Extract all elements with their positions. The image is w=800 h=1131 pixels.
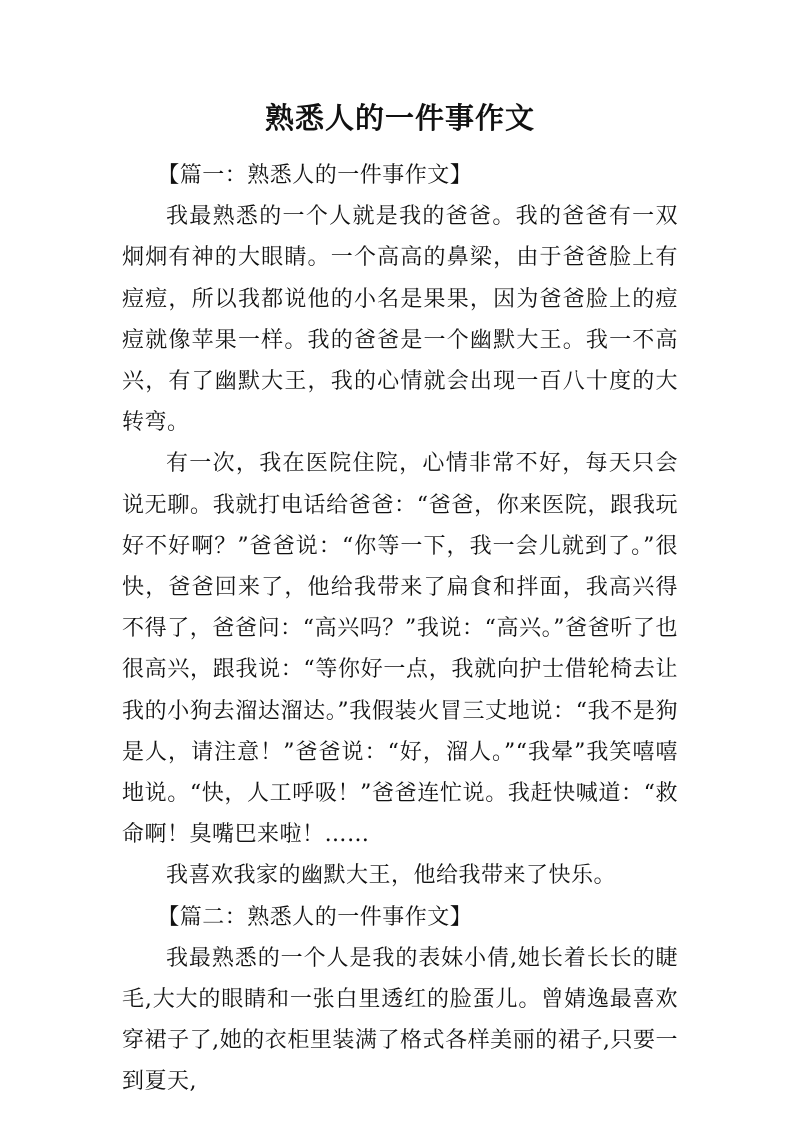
document-body xyxy=(122,155,678,1103)
page-title: 熟悉人的一件事作文 xyxy=(264,101,535,135)
paragraph-1-3: 我喜欢我家的幽默大王，他给我带来了快乐。 xyxy=(166,863,617,889)
section-heading-2: 【篇二：熟悉人的一件事作文】 xyxy=(157,904,473,930)
section-heading-1: 【篇一：熟悉人的一件事作文】 xyxy=(157,163,473,188)
paragraph-1-2: 有一次，我在医院住院，心情非常不好，每天只会说无聊。我就打电话给爸爸：“爸爸，你来医院，跟我玩好不好啊？”爸爸说：“你等一下，我一会儿就到了。”很快，爸爸回来了，他给我带来了扁食和拌面，我高兴得不得了，爸爸问：“高兴吗？”我说：“高兴。”爸爸听了也很高兴，跟我说：“等你好一点，我就向护士借轮椅去让我的小狗去溜达溜达。”我假装火冒三丈地说：“我不是狗是人，请注意！”爸爸说：“好，溜人。”“我晕”我笑嘻嘻地说。“快，人工呼吸！”爸爸连忙说。我赶快喊道：“救命啊！臭嘴巴来啦！…… xyxy=(122,451,678,848)
paragraph-1-1: 我最熟悉的一个人就是我的爸爸。我的爸爸有一双炯炯有神的大眼睛。一个高高的鼻梁，由于爸爸脸上有痘痘，所以我都说他的小名是果果，因为爸爸脸上的痘痘就像苹果一样。我的爸爸是一个幽默大王。我一不高兴，有了幽默大王，我的心情就会出现一百八十度的大转弯。 xyxy=(122,204,678,436)
paragraph-2-1: 我最熟悉的一个人是我的表妹小倩,她长着长长的睫毛,大大的眼睛和一张白里透红的脸蛋儿。曾婧逸最喜欢穿裙子了,她的衣柜里装满了格式各样美丽的裙子,只要一到夏天, xyxy=(122,945,678,1095)
